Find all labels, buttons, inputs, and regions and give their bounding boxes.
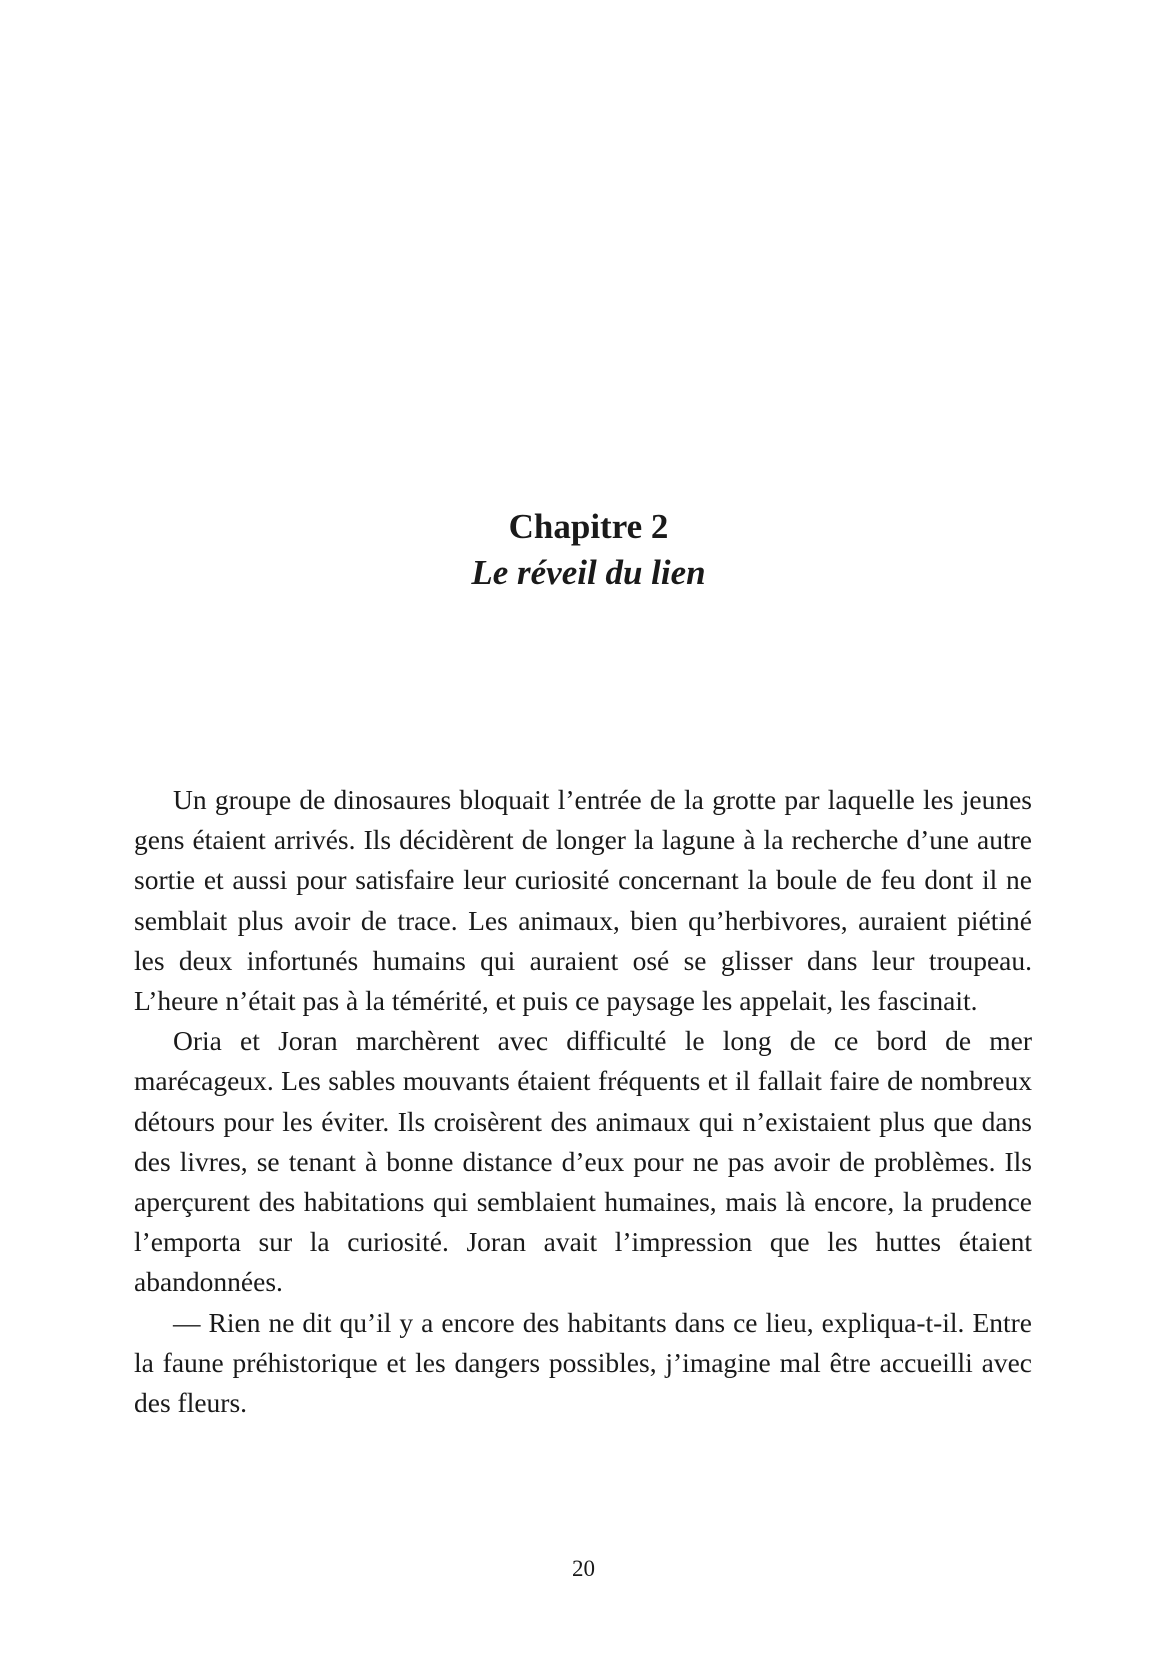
paragraph: Un groupe de dinosaures bloquait l’entrée de la grotte par laquelle les jeunes gens étaient arrivés. Ils décidèrent de longer la lagune à la recherche d’une autre sortie et aussi pour satisfaire leur curiosité concernant la boule de feu dont il ne semblait plus avoir de trace. Les animaux, bien qu’herbivores, auraient piétiné les deux infortunés humains qui auraient osé se glisser dans leur troupeau. L’heure n’était pas à la témérité, et puis ce paysage les appelait, les fascinait. (134, 784, 1032, 1017)
chapter-heading (0, 505, 1167, 597)
paragraph: — Rien ne dit qu’il y a encore des habitants dans ce lieu, expliqua-t-il. Entre la faune préhistorique et les dangers possibles, j’imagine mal être accueilli avec des fleurs. (134, 1306, 1032, 1419)
page-number: 20 (572, 1556, 595, 1581)
chapter-subtitle: Le réveil du lien (471, 553, 706, 592)
chapter-title: Chapitre 2 (508, 507, 669, 546)
paragraph: Oria et Joran marchèrent avec difficulté le long de ce bord de mer marécageux. Les sables mouvants étaient fréquents et il fallait faire de nombreux détours pour les éviter. Ils croisèrent des animaux qui n’existaient plus que dans des livres, se tenant à bonne distance d’eux pour ne pas avoir de problèmes. Ils aperçurent des habitations qui semblaient humaines, mais là encore, la prudence l’emporta sur la curiosité. Joran avait l’impression que les huttes étaient abandonnées. (134, 1025, 1032, 1298)
body-text (134, 780, 1032, 1423)
